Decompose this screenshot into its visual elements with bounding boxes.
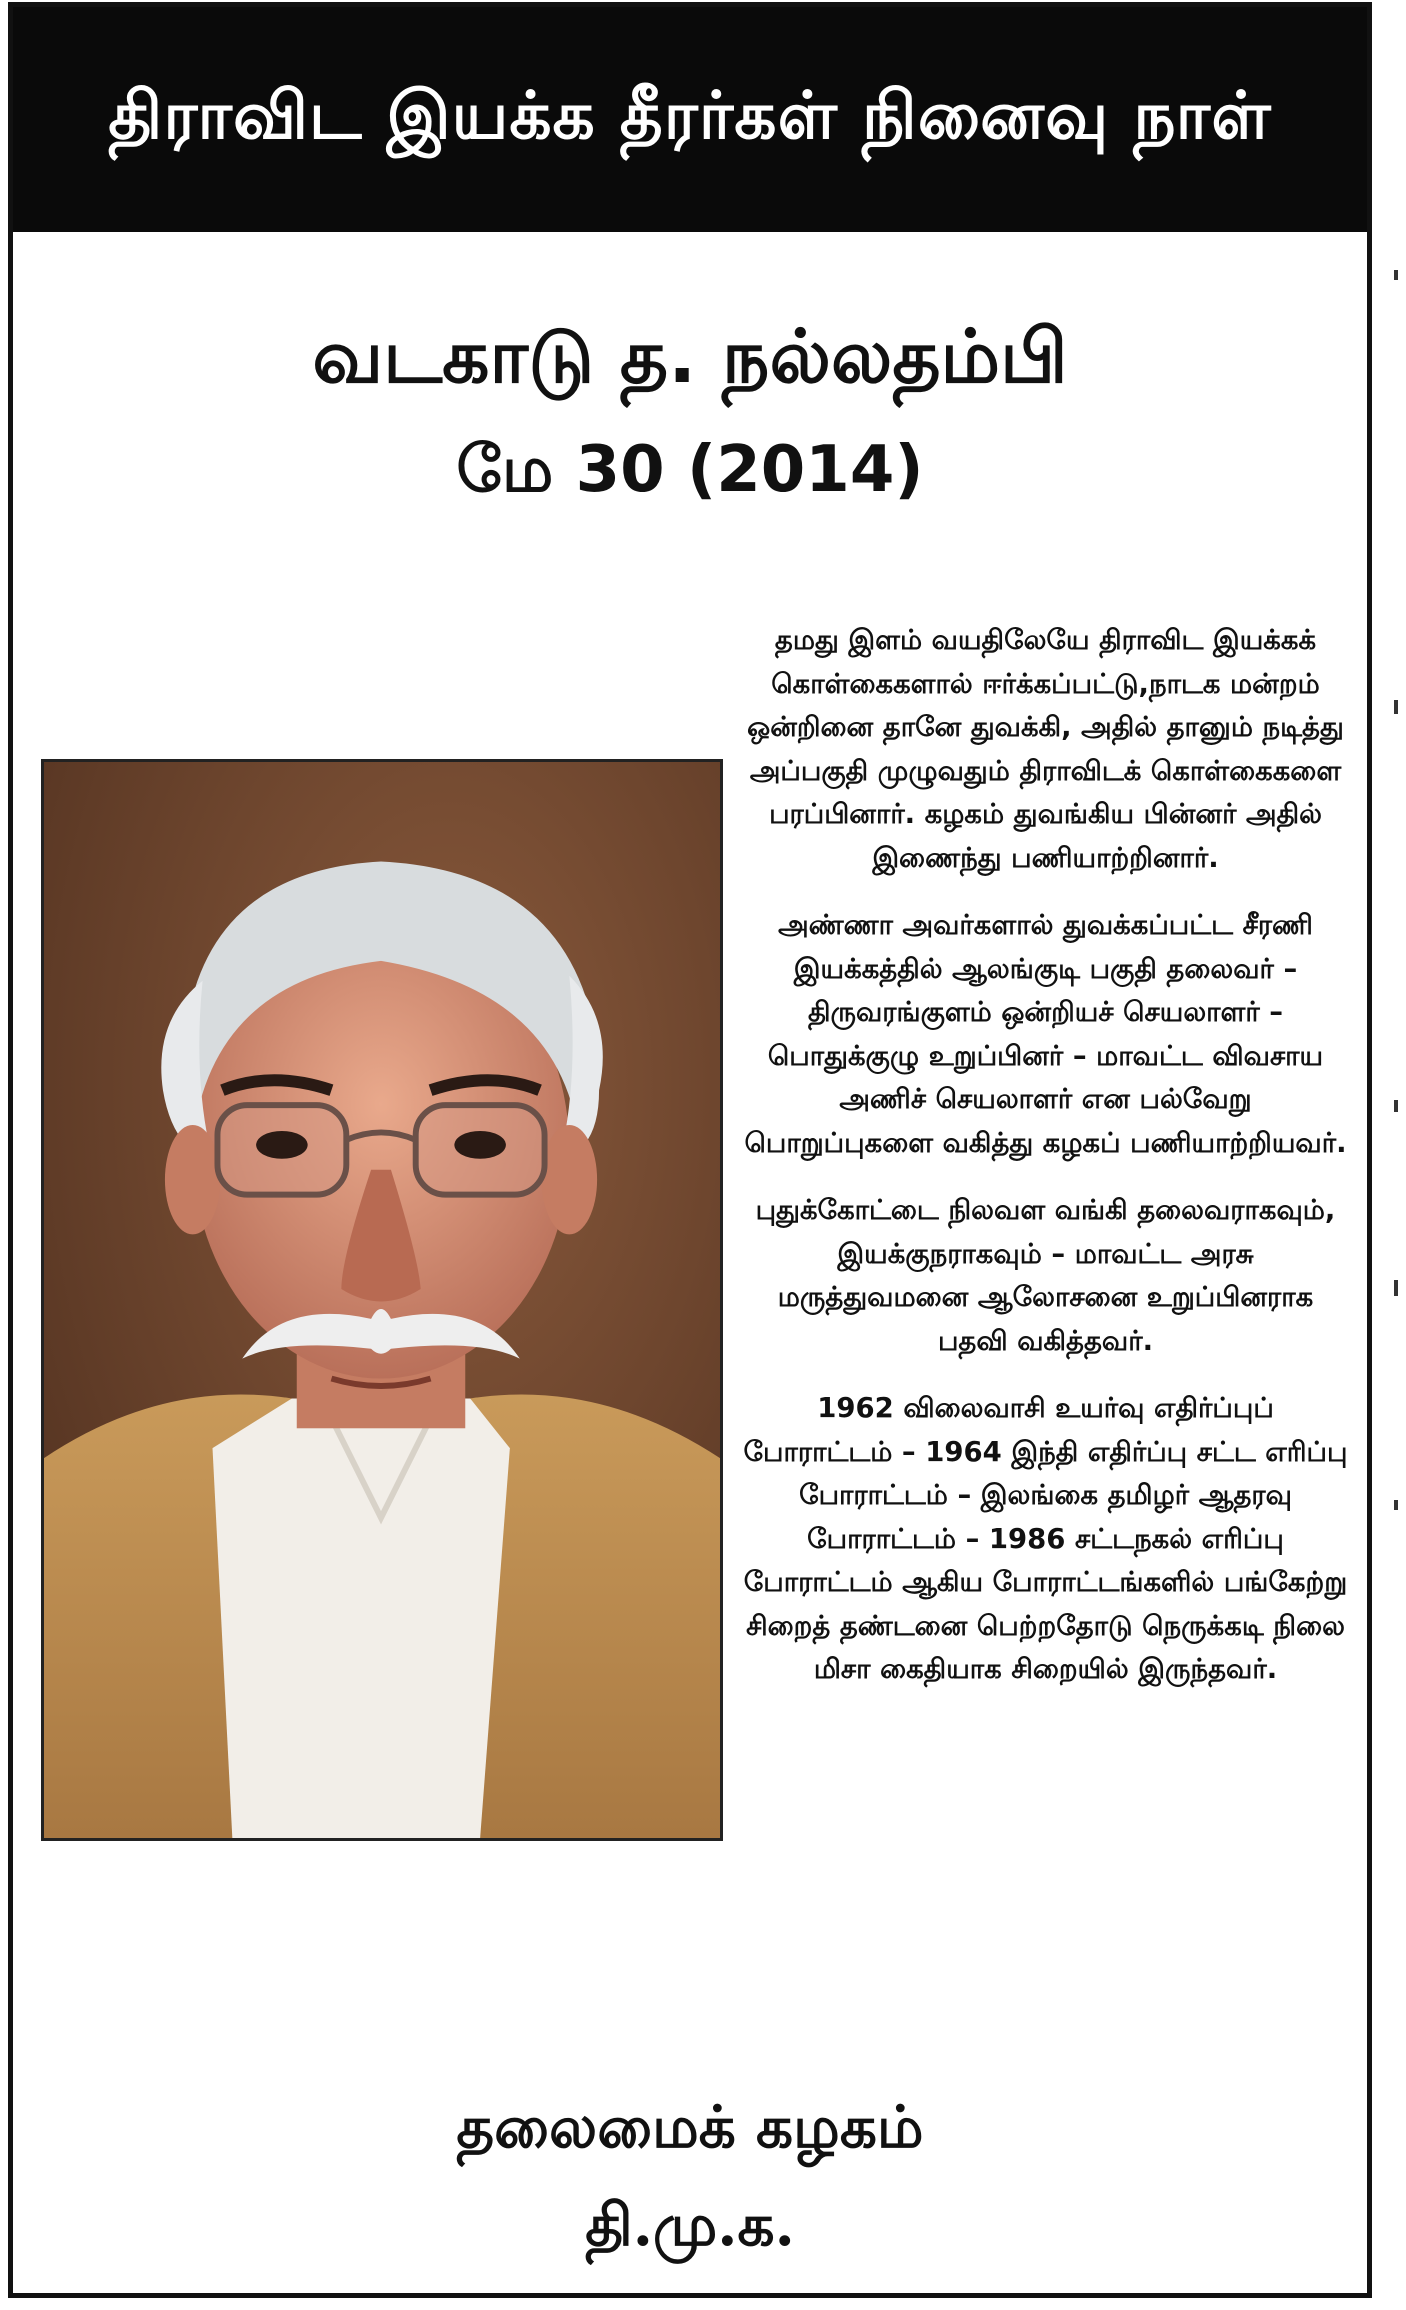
tribute-card bbox=[8, 2, 1372, 2298]
bio-paragraph-3: புதுக்கோட்டை நிலவள வங்கி தலைவராகவும், இயக்குநராகவும் – மாவட்ட அரசு மருத்துவமனை ஆலோசனை உறுப்பினராக பதவி வகித்தவர். bbox=[755, 1194, 1336, 1357]
header-banner bbox=[13, 7, 1367, 232]
portrait-illustration bbox=[44, 762, 720, 1838]
page-edge-marks bbox=[1378, 0, 1406, 2310]
footer-organization: தலைமைக் கழகம் bbox=[456, 2093, 924, 2161]
memorial-date: மே 30 (2014) bbox=[456, 433, 924, 507]
banner-title: திராவிட இயக்க தீரர்கள் நினைவு நாள் bbox=[108, 76, 1272, 154]
portrait-photo bbox=[41, 759, 723, 1841]
person-name: வடகாடு த. நல்லதம்பி bbox=[312, 314, 1068, 400]
bio-paragraph-4: 1962 விலைவாசி உயர்வு எதிர்ப்புப் போராட்டம் – 1964 இந்தி எதிர்ப்பு சட்ட எரிப்பு போராட்டம் – இலங்கை தமிழர் ஆதரவு போராட்டம் – 1986 சட்டநகல் எரிப்பு போராட்டம் ஆகிய போராட்டங்களில் பங்கேற்று சிறைத் தண்டனை பெற்றதோடு நெருக்கடி நிலை மிசா கைதியாக சிறையில் இருந்தவர். bbox=[743, 1392, 1348, 1685]
bio-paragraph-1: தமது இளம் வயதிலேயே திராவிட இயக்கக் கொள்கைகளால் ஈர்க்கப்பட்டு,நாடக மன்றம் ஒன்றினை தானே துவக்கி, அதில் தானும் நடித்து அப்பகுதி முழுவதும் திராவிடக் கொள்கைகளை பரப்பினார். கழகம் துவங்கிய பின்னர் அதில் இணைந்து பணியாற்றினார். bbox=[747, 624, 1344, 874]
footer-party: தி.மு.க. bbox=[585, 2191, 795, 2259]
biography bbox=[743, 619, 1348, 1716]
bio-paragraph-2: அண்ணா அவர்களால் துவக்கப்பட்ட சீரணி இயக்கத்தில் ஆலங்குடி பகுதி தலைவர் – திருவரங்குளம் ஒன்றியச் செயலாளர் – பொதுக்குழு உறுப்பினர் – மாவட்ட விவசாய அணிச் செயலாளர் என பல்வேறு பொறுப்புகளை வகித்து கழகப் பணியாற்றியவர். bbox=[744, 909, 1347, 1159]
